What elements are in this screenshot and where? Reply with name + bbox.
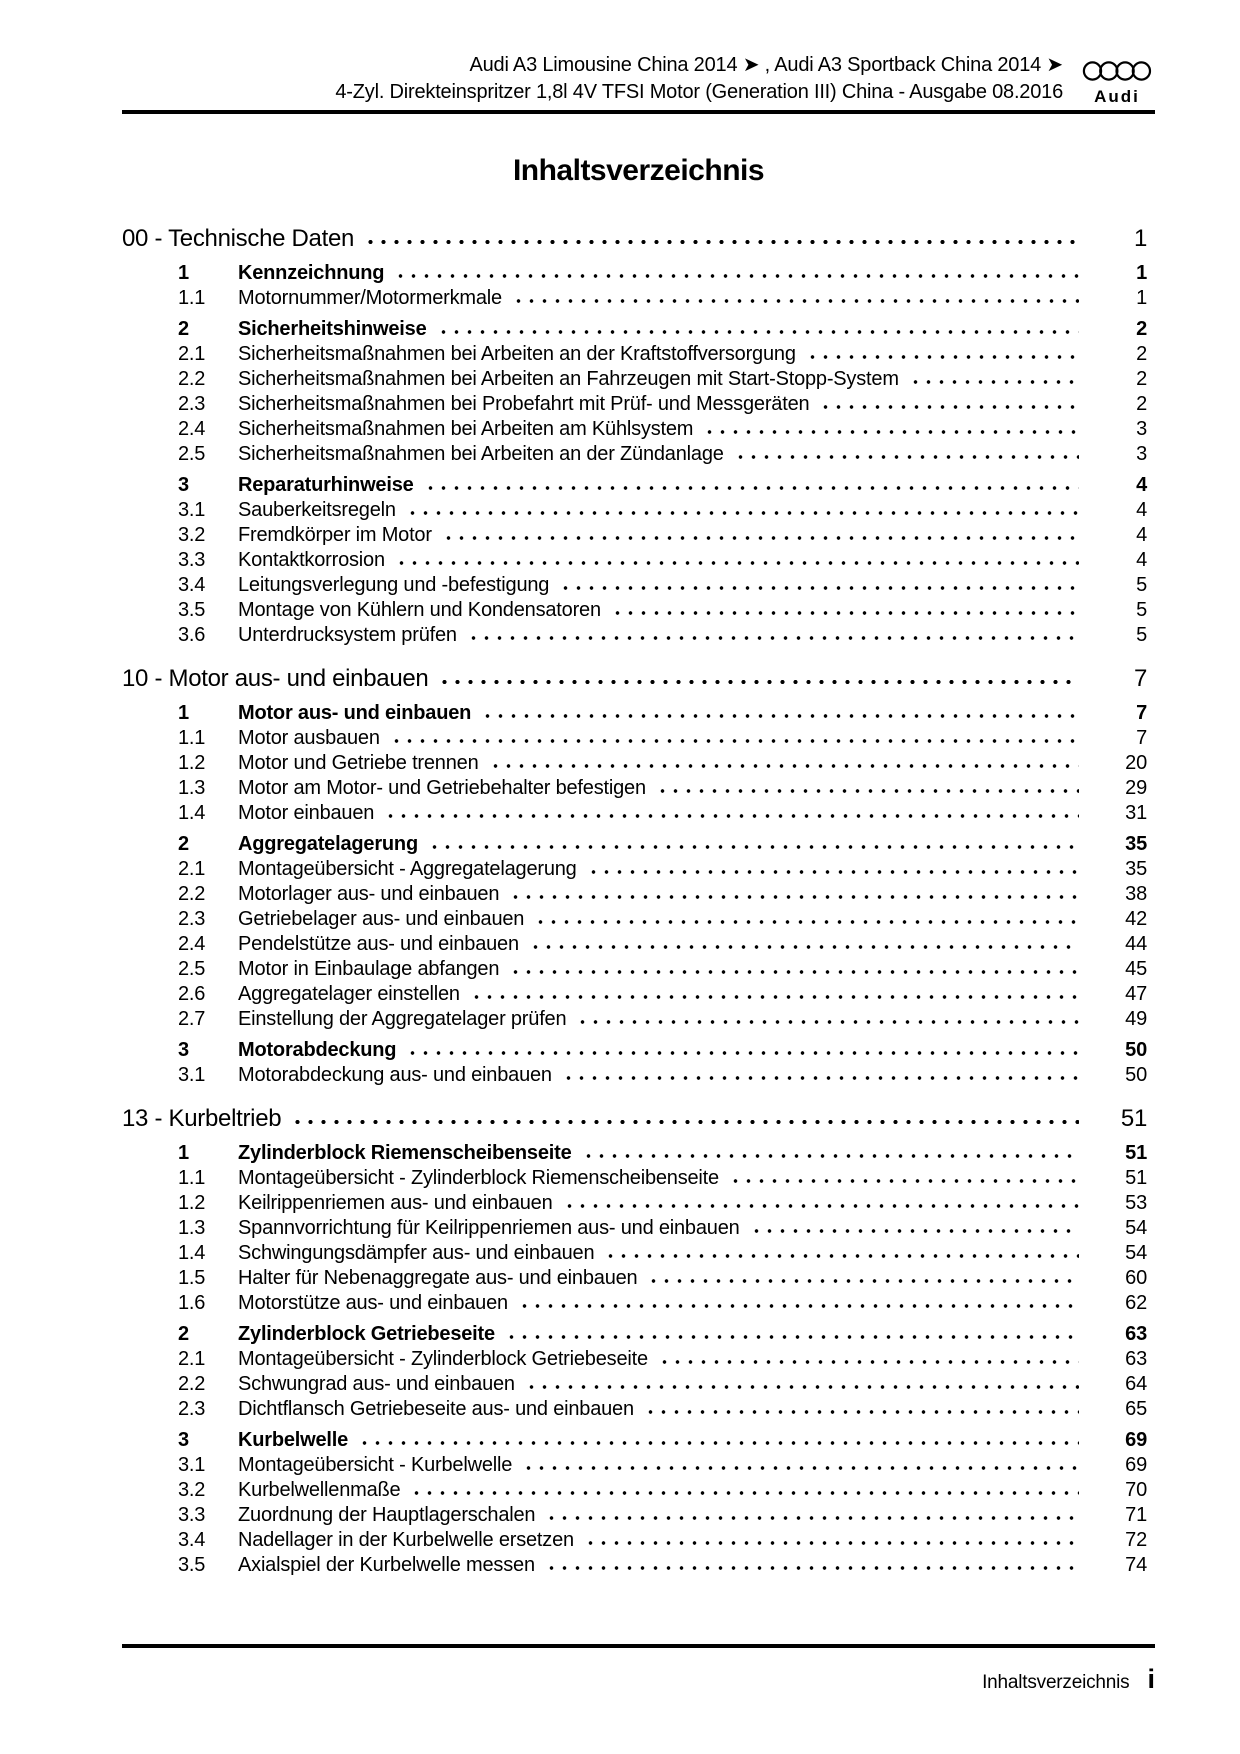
toc-entry-row xyxy=(122,1291,1155,1316)
entry-title: Getriebelager aus- und einbauen xyxy=(238,908,525,930)
entry-title: Fremdkörper im Motor xyxy=(238,524,432,546)
footer-page-number: i xyxy=(1147,1664,1155,1694)
entry-number: 3.1 xyxy=(178,499,206,521)
toc-entry-row xyxy=(122,548,1155,573)
toc-entry-row xyxy=(122,882,1155,907)
dotted-leader xyxy=(703,417,1079,442)
toc-entry-row xyxy=(122,1478,1155,1503)
entry-number: 3 xyxy=(178,1429,189,1451)
toc xyxy=(122,222,1155,1578)
entry-page: 64 xyxy=(1125,1373,1147,1395)
entry-title: Sauberkeitsregeln xyxy=(238,499,396,521)
dotted-leader xyxy=(729,1166,1079,1191)
dotted-leader xyxy=(442,523,1079,548)
dotted-leader xyxy=(582,1141,1079,1166)
toc-entry-row xyxy=(122,857,1155,882)
header-model-line: Audi A3 Limousine China 2014 ➤ , Audi A3 Sportback China 2014 ➤ xyxy=(469,54,1063,76)
entry-number: 2 xyxy=(178,1323,189,1345)
entry-page: 2 xyxy=(1136,368,1147,390)
dotted-leader xyxy=(806,342,1079,367)
entry-title: Nadellager in der Kurbelwelle ersetzen xyxy=(238,1529,574,1551)
chapter-page: 51 xyxy=(1120,1105,1147,1132)
toc-entry-row xyxy=(122,417,1155,442)
entry-number: 2.1 xyxy=(178,858,206,880)
dotted-leader xyxy=(611,598,1079,623)
dotted-leader xyxy=(481,701,1079,726)
entry-number: 1 xyxy=(178,262,189,284)
dotted-leader xyxy=(584,1528,1079,1553)
entry-page: 45 xyxy=(1125,958,1147,980)
entry-number: 2.3 xyxy=(178,908,206,930)
toc-entry-row xyxy=(122,1528,1155,1553)
toc-entry-row xyxy=(122,498,1155,523)
entry-number: 3.1 xyxy=(178,1064,206,1086)
entry-page: 51 xyxy=(1125,1142,1147,1164)
entry-page: 20 xyxy=(1125,752,1147,774)
toc-entry-row xyxy=(122,286,1155,311)
entry-page: 69 xyxy=(1125,1429,1147,1451)
entry-number: 3.5 xyxy=(178,599,206,621)
header-text xyxy=(122,52,1079,106)
chapter-page: 1 xyxy=(1133,225,1147,252)
entry-number: 2.3 xyxy=(178,393,206,415)
entry-title: Motor in Einbaulage abfangen xyxy=(238,958,500,980)
toc-entry-row xyxy=(122,1553,1155,1578)
dotted-leader xyxy=(604,1241,1079,1266)
audi-wordmark: Audi xyxy=(1094,87,1140,106)
dotted-leader xyxy=(437,317,1080,342)
dotted-leader xyxy=(559,573,1079,598)
entry-title: Motor ausbauen xyxy=(238,727,380,749)
dotted-leader xyxy=(390,726,1079,751)
entry-page: 53 xyxy=(1125,1192,1147,1214)
entry-title: Zuordnung der Hauptlagerschalen xyxy=(238,1504,536,1526)
entry-title: Zylinderblock Riemenscheibenseite xyxy=(238,1142,572,1164)
toc-entry-row xyxy=(122,776,1155,801)
entry-number: 1.6 xyxy=(178,1292,206,1314)
entry-number: 2 xyxy=(178,833,189,855)
entry-page: 31 xyxy=(1125,802,1147,824)
entry-number: 3.5 xyxy=(178,1554,206,1576)
entry-title: Motor und Getriebe trennen xyxy=(238,752,479,774)
entry-number: 1.1 xyxy=(178,287,206,309)
dotted-leader xyxy=(647,1266,1079,1291)
audi-rings-icon xyxy=(1082,56,1152,88)
entry-number: 1.1 xyxy=(178,1167,206,1189)
dotted-leader xyxy=(656,776,1079,801)
toc-entry-row xyxy=(122,1216,1155,1241)
entry-title: Motornummer/Motormerkmale xyxy=(238,287,502,309)
entry-page: 1 xyxy=(1136,262,1147,284)
chapter-title: 10 - Motor aus- und einbauen xyxy=(122,665,429,692)
dotted-leader xyxy=(489,751,1079,776)
entry-number: 3.6 xyxy=(178,624,206,646)
entry-number: 2.4 xyxy=(178,418,206,440)
entry-page: 2 xyxy=(1136,393,1147,415)
dotted-leader xyxy=(644,1397,1079,1422)
entry-page: 69 xyxy=(1125,1454,1147,1476)
entry-title: Sicherheitshinweise xyxy=(238,318,427,340)
entry-number: 3 xyxy=(178,1039,189,1061)
toc-entry-row xyxy=(122,1397,1155,1422)
dotted-leader xyxy=(909,367,1079,392)
entry-page: 44 xyxy=(1125,933,1147,955)
entry-number: 2.4 xyxy=(178,933,206,955)
dotted-leader xyxy=(470,982,1079,1007)
entry-page: 29 xyxy=(1125,777,1147,799)
toc-entry-row xyxy=(122,751,1155,776)
entry-number: 3.4 xyxy=(178,1529,206,1551)
entry-page: 72 xyxy=(1125,1529,1147,1551)
entry-page: 7 xyxy=(1136,727,1147,749)
toc-entry-row xyxy=(122,573,1155,598)
entry-page: 71 xyxy=(1125,1504,1147,1526)
dotted-leader xyxy=(428,832,1079,857)
entry-number: 3.3 xyxy=(178,1504,206,1526)
toc-entry-row xyxy=(122,523,1155,548)
dotted-leader xyxy=(505,1322,1079,1347)
entry-title: Kennzeichnung xyxy=(238,262,385,284)
chapter-title: 00 - Technische Daten xyxy=(122,225,355,252)
toc-entry-row xyxy=(122,1191,1155,1216)
entry-page: 7 xyxy=(1136,702,1147,724)
audi-logo xyxy=(1079,56,1155,106)
toc-chapter-row xyxy=(122,1102,1155,1135)
dotted-leader xyxy=(534,907,1079,932)
entry-number: 2.3 xyxy=(178,1398,206,1420)
entry-title: Sicherheitsmaßnahmen bei Probefahrt mit Prüf- und Messgeräten xyxy=(238,393,810,415)
entry-title: Aggregatelager einstellen xyxy=(238,983,460,1005)
toc-entry-row xyxy=(122,1503,1155,1528)
dotted-leader xyxy=(358,1428,1079,1453)
entry-number: 2.1 xyxy=(178,343,206,365)
entry-title: Einstellung der Aggregatelager prüfen xyxy=(238,1008,567,1030)
toc-entry-row xyxy=(122,342,1155,367)
chapter-title: 13 - Kurbeltrieb xyxy=(122,1105,282,1132)
toc-entry-row xyxy=(122,701,1155,726)
entry-number: 1.4 xyxy=(178,1242,206,1264)
entry-page: 63 xyxy=(1125,1348,1147,1370)
entry-title: Sicherheitsmaßnahmen bei Arbeiten an der Zündanlage xyxy=(238,443,724,465)
entry-page: 65 xyxy=(1125,1398,1147,1420)
toc-entry-row xyxy=(122,1428,1155,1453)
dotted-leader xyxy=(658,1347,1079,1372)
toc-entry-row xyxy=(122,367,1155,392)
entry-number: 1.3 xyxy=(178,777,206,799)
entry-number: 2.2 xyxy=(178,883,206,905)
dotted-leader xyxy=(562,1063,1079,1088)
toc-chapter-row xyxy=(122,222,1155,255)
toc-entry-row xyxy=(122,957,1155,982)
entry-number: 1.2 xyxy=(178,752,206,774)
entry-page: 62 xyxy=(1125,1292,1147,1314)
toc-entry-row xyxy=(122,1453,1155,1478)
entry-number: 1 xyxy=(178,702,189,724)
entry-title: Motorlager aus- und einbauen xyxy=(238,883,500,905)
entry-title: Motor einbauen xyxy=(238,802,375,824)
toc-entry-row xyxy=(122,1007,1155,1032)
entry-page: 4 xyxy=(1136,474,1147,496)
entry-number: 2.5 xyxy=(178,958,206,980)
entry-number: 2.7 xyxy=(178,1008,206,1030)
entry-number: 1 xyxy=(178,1142,189,1164)
entry-title: Motor aus- und einbauen xyxy=(238,702,472,724)
entry-page: 3 xyxy=(1136,418,1147,440)
toc-entry-row xyxy=(122,1038,1155,1063)
entry-title: Sicherheitsmaßnahmen bei Arbeiten an der Kraftstoffversorgung xyxy=(238,343,796,365)
entry-number: 2.2 xyxy=(178,1373,206,1395)
dotted-leader xyxy=(394,261,1079,286)
dotted-leader xyxy=(545,1553,1079,1578)
toc-entry-row xyxy=(122,1266,1155,1291)
entry-page: 5 xyxy=(1136,624,1147,646)
toc-entry-row xyxy=(122,1347,1155,1372)
header-engine-line: 4-Zyl. Direkteinspritzer 1,8l 4V TFSI Motor (Generation III) China - Ausgabe 08.2016 xyxy=(335,81,1063,103)
page-footer xyxy=(122,1644,1155,1695)
toc-chapter-row xyxy=(122,662,1155,695)
entry-number: 2 xyxy=(178,318,189,340)
dotted-leader xyxy=(509,957,1079,982)
toc-entry-row xyxy=(122,317,1155,342)
entry-title: Aggregatelagerung xyxy=(238,833,418,855)
dotted-leader xyxy=(518,1291,1079,1316)
entry-title: Sicherheitsmaßnahmen bei Arbeiten am Kühlsystem xyxy=(238,418,694,440)
entry-title: Montageübersicht - Kurbelwelle xyxy=(238,1454,513,1476)
entry-title: Montageübersicht - Zylinderblock Getriebeseite xyxy=(238,1348,648,1370)
dotted-leader xyxy=(291,1102,1079,1135)
toc-entry-row xyxy=(122,801,1155,826)
entry-title: Schwingungsdämpfer aus- und einbauen xyxy=(238,1242,595,1264)
page-title: Inhaltsverzeichnis xyxy=(512,154,765,187)
toc-entry-row xyxy=(122,1063,1155,1088)
entry-page: 70 xyxy=(1125,1479,1147,1501)
entry-number: 1.4 xyxy=(178,802,206,824)
dotted-leader xyxy=(384,801,1079,826)
entry-title: Motor am Motor- und Getriebehalter befestigen xyxy=(238,777,646,799)
entry-page: 4 xyxy=(1136,499,1147,521)
dotted-leader xyxy=(406,1038,1079,1063)
entry-title: Unterdrucksystem prüfen xyxy=(238,624,457,646)
toc-entry-row xyxy=(122,473,1155,498)
dotted-leader xyxy=(576,1007,1079,1032)
dotted-leader xyxy=(750,1216,1079,1241)
entry-title: Halter für Nebenaggregate aus- und einbauen xyxy=(238,1267,638,1289)
entry-page: 2 xyxy=(1136,318,1147,340)
entry-title: Dichtflansch Getriebeseite aus- und einbauen xyxy=(238,1398,634,1420)
entry-page: 5 xyxy=(1136,574,1147,596)
toc-entry-row xyxy=(122,623,1155,648)
dotted-leader xyxy=(512,286,1079,311)
toc-entry-row xyxy=(122,1166,1155,1191)
entry-page: 35 xyxy=(1125,858,1147,880)
toc-entry-row xyxy=(122,261,1155,286)
entry-page: 54 xyxy=(1125,1217,1147,1239)
dotted-leader xyxy=(406,498,1079,523)
entry-page: 42 xyxy=(1125,908,1147,930)
entry-number: 2.1 xyxy=(178,1348,206,1370)
entry-page: 35 xyxy=(1125,833,1147,855)
entry-title: Pendelstütze aus- und einbauen xyxy=(238,933,519,955)
entry-page: 63 xyxy=(1125,1323,1147,1345)
entry-page: 51 xyxy=(1125,1167,1147,1189)
dotted-leader xyxy=(364,222,1079,255)
dotted-leader xyxy=(509,882,1079,907)
entry-title: Keilrippenriemen aus- und einbauen xyxy=(238,1192,553,1214)
chapter-page: 7 xyxy=(1133,665,1147,692)
entry-page: 47 xyxy=(1125,983,1147,1005)
entry-page: 54 xyxy=(1125,1242,1147,1264)
entry-page: 3 xyxy=(1136,443,1147,465)
entry-number: 3.2 xyxy=(178,1479,206,1501)
entry-title: Leitungsverlegung und -befestigung xyxy=(238,574,550,596)
dotted-leader xyxy=(734,442,1079,467)
entry-number: 1.5 xyxy=(178,1267,206,1289)
entry-page: 60 xyxy=(1125,1267,1147,1289)
entry-title: Motorabdeckung aus- und einbauen xyxy=(238,1064,552,1086)
entry-page: 38 xyxy=(1125,883,1147,905)
header-divider xyxy=(122,110,1155,114)
footer-line xyxy=(122,1664,1155,1695)
toc-entry-row xyxy=(122,1322,1155,1347)
toc-entry-row xyxy=(122,392,1155,417)
entry-title: Motorstütze aus- und einbauen xyxy=(238,1292,508,1314)
entry-number: 3.1 xyxy=(178,1454,206,1476)
dotted-leader xyxy=(424,473,1079,498)
entry-page: 50 xyxy=(1125,1064,1147,1086)
dotted-leader xyxy=(467,623,1079,648)
toc-entry-row xyxy=(122,442,1155,467)
entry-title: Montageübersicht - Aggregatelagerung xyxy=(238,858,577,880)
entry-title: Schwungrad aus- und einbauen xyxy=(238,1373,515,1395)
entry-number: 3.4 xyxy=(178,574,206,596)
entry-number: 1.2 xyxy=(178,1192,206,1214)
entry-number: 3.3 xyxy=(178,549,206,571)
toc-entry-row xyxy=(122,726,1155,751)
entry-title: Kontaktkorrosion xyxy=(238,549,385,571)
dotted-leader xyxy=(395,548,1079,573)
entry-number: 2.2 xyxy=(178,368,206,390)
entry-title: Spannvorrichtung für Keilrippenriemen aus- und einbauen xyxy=(238,1217,740,1239)
entry-page: 74 xyxy=(1125,1554,1147,1576)
entry-title: Kurbelwelle xyxy=(238,1429,349,1451)
footer-divider xyxy=(122,1644,1155,1648)
entry-page: 5 xyxy=(1136,599,1147,621)
dotted-leader xyxy=(525,1372,1079,1397)
toc-entry-row xyxy=(122,1372,1155,1397)
entry-number: 1.3 xyxy=(178,1217,206,1239)
entry-title: Kurbelwellenmaße xyxy=(238,1479,401,1501)
entry-title: Motorabdeckung xyxy=(238,1039,397,1061)
toc-entry-row xyxy=(122,832,1155,857)
dotted-leader xyxy=(587,857,1079,882)
entry-title: Montageübersicht - Zylinderblock Riemenscheibenseite xyxy=(238,1167,719,1189)
toc-entry-row xyxy=(122,907,1155,932)
toc-entry-row xyxy=(122,1141,1155,1166)
dotted-leader xyxy=(522,1453,1079,1478)
entry-number: 3 xyxy=(178,474,189,496)
page-header xyxy=(122,0,1155,106)
entry-number: 1.1 xyxy=(178,727,206,749)
entry-title: Sicherheitsmaßnahmen bei Arbeiten an Fahrzeugen mit Start-Stopp-System xyxy=(238,368,899,390)
dotted-leader xyxy=(819,392,1079,417)
dotted-leader xyxy=(563,1191,1079,1216)
entry-page: 49 xyxy=(1125,1008,1147,1030)
footer-label: Inhaltsverzeichnis xyxy=(982,1672,1130,1693)
dotted-leader xyxy=(438,662,1079,695)
entry-page: 4 xyxy=(1136,524,1147,546)
entry-title: Montage von Kühlern und Kondensatoren xyxy=(238,599,601,621)
toc-entry-row xyxy=(122,598,1155,623)
entry-title: Reparaturhinweise xyxy=(238,474,414,496)
entry-number: 2.6 xyxy=(178,983,206,1005)
entry-page: 2 xyxy=(1136,343,1147,365)
entry-number: 2.5 xyxy=(178,443,206,465)
dotted-leader xyxy=(410,1478,1079,1503)
toc-entry-row xyxy=(122,982,1155,1007)
entry-page: 1 xyxy=(1136,287,1147,309)
toc-entry-row xyxy=(122,1241,1155,1266)
dotted-leader xyxy=(529,932,1079,957)
entry-page: 50 xyxy=(1125,1039,1147,1061)
dotted-leader xyxy=(545,1503,1079,1528)
entry-number: 3.2 xyxy=(178,524,206,546)
entry-title: Axialspiel der Kurbelwelle messen xyxy=(238,1554,535,1576)
entry-page: 4 xyxy=(1136,549,1147,571)
toc-entry-row xyxy=(122,932,1155,957)
entry-title: Zylinderblock Getriebeseite xyxy=(238,1323,495,1345)
